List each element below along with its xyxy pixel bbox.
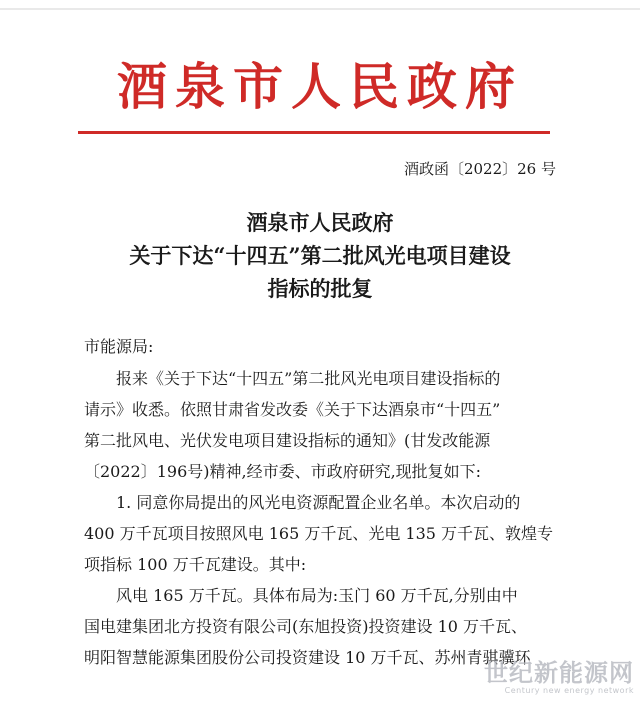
title-line-2: 关于下达“十四五”第二批风光电项目建设 <box>129 243 511 268</box>
title-line-1: 酒泉市人民政府 <box>246 210 394 235</box>
title-line-3: 指标的批复 <box>267 276 373 301</box>
body-line: 第二批风电、光伏发电项目建设指标的通知》(甘发改能源 <box>84 431 491 450</box>
scan-edge-line <box>0 8 640 10</box>
body-line: 〔2022〕196号)精神,经市委、市政府研究,现批复如下: <box>84 462 482 481</box>
body-text <box>84 363 560 673</box>
body-line: 项指标 100 万千瓦建设。其中: <box>84 555 307 574</box>
body-line: 请示》收悉。依照甘肃省发改委《关于下达酒泉市“十四五” <box>84 400 501 419</box>
recipient: 市能源局: <box>84 337 154 356</box>
body-line: 报来《关于下达“十四五”第二批风光电项目建设指标的 <box>116 369 501 388</box>
body-line: 400 万千瓦项目按照风电 165 万千瓦、光电 135 万千瓦、敦煌专 <box>84 524 554 543</box>
body-line: 明阳智慧能源集团股份公司投资建设 10 万千瓦、苏州青骐骥环 <box>84 648 531 667</box>
letterhead-red-rule <box>78 131 550 134</box>
watermark-text: 世纪新能源网 <box>484 659 634 687</box>
document-title <box>0 206 640 305</box>
body-line: 风电 165 万千瓦。具体布局为:玉门 60 万千瓦,分别由中 <box>116 586 518 605</box>
body-line: 国电建集团北方投资有限公司(东旭投资)投资建设 10 万千瓦、 <box>84 617 528 636</box>
letterhead-issuer: 酒泉市人民政府 <box>117 57 523 116</box>
body-line: 1. 同意你局提出的风光电资源配置企业名单。本次启动的 <box>116 493 521 512</box>
document-number: 酒政函〔2022〕26 号 <box>403 160 556 178</box>
watermark-subtext: Century new energy network <box>504 686 634 695</box>
watermark <box>484 660 634 695</box>
